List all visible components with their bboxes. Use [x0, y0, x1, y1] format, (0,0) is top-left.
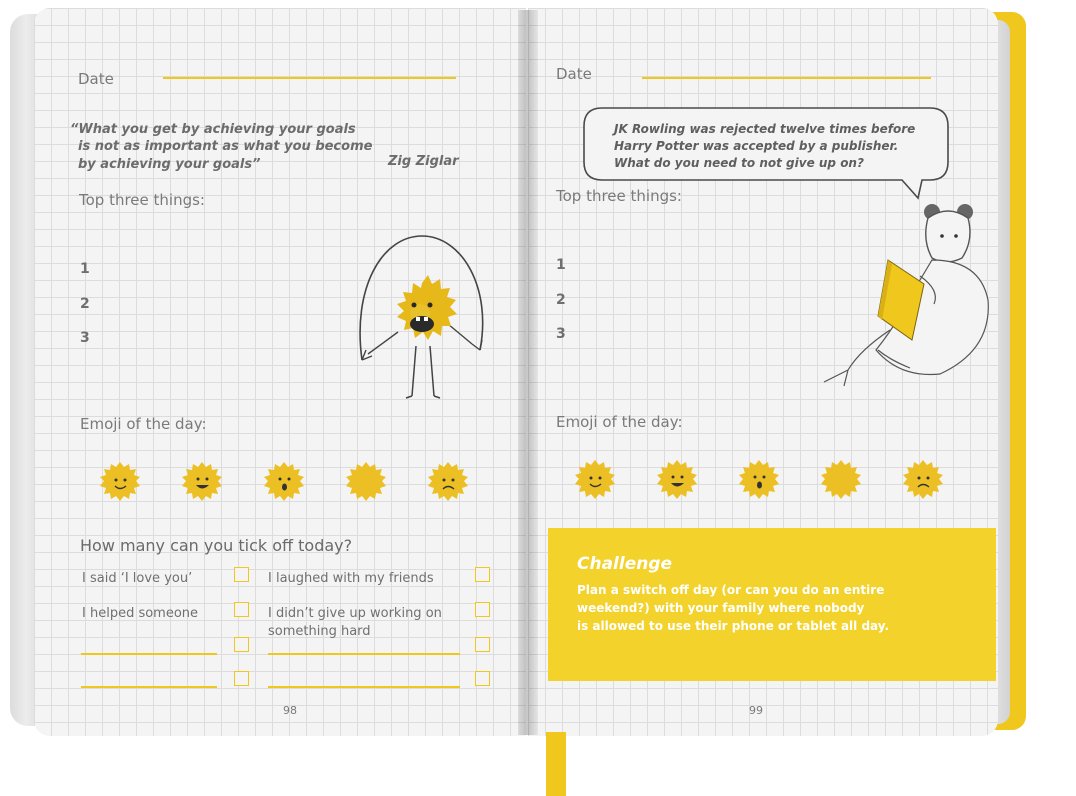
emoji-happy-icon[interactable]: [575, 460, 615, 499]
checkbox-custom-3[interactable]: [234, 671, 249, 686]
checkbox-custom-1[interactable]: [234, 637, 249, 652]
right-number-3: 3: [556, 326, 566, 342]
challenge-title: Challenge: [577, 554, 673, 574]
custom-line-1[interactable]: [81, 653, 217, 655]
right-top-three-label: Top three things:: [556, 187, 682, 205]
custom-line-2[interactable]: [268, 653, 460, 655]
emoji-surprised-icon[interactable]: [739, 460, 779, 499]
quote-line-1: “What you get by achieving your goals: [70, 122, 356, 137]
left-top-three-label: Top three things:: [79, 191, 205, 209]
challenge-line-3: is allowed to use their phone or tablet all day.: [577, 619, 890, 633]
emoji-sleepy-icon[interactable]: [821, 460, 861, 499]
emoji-grinning-icon[interactable]: [657, 460, 697, 499]
right-page-number: 99: [749, 704, 763, 717]
left-date-line[interactable]: [163, 77, 456, 79]
right-date-label: Date: [556, 65, 592, 83]
left-emoji-row: [100, 458, 470, 506]
left-number-2: 2: [80, 296, 90, 312]
left-number-1: 1: [80, 261, 90, 277]
speech-bubble-line-2: Harry Potter was accepted by a publisher.: [614, 139, 899, 153]
emoji-surprised-icon[interactable]: [264, 462, 304, 501]
quote-line-3: by achieving your goals”: [78, 157, 261, 172]
left-number-3: 3: [80, 330, 90, 346]
checkbox-custom-4[interactable]: [475, 671, 490, 686]
left-page-number: 98: [283, 704, 297, 717]
challenge-line-1: Plan a switch off day (or can you do an entire: [577, 583, 885, 597]
reading-bear-illustration: [820, 200, 1000, 390]
emoji-happy-icon[interactable]: [100, 462, 140, 501]
right-date-line[interactable]: [642, 77, 931, 79]
emoji-sleepy-icon[interactable]: [346, 462, 386, 501]
speech-bubble-line-1: JK Rowling was rejected twelve times before: [614, 122, 916, 136]
book-spine: [518, 10, 538, 735]
checkbox-helped[interactable]: [234, 602, 249, 617]
left-date-label: Date: [78, 70, 114, 88]
emoji-sad-icon[interactable]: [903, 460, 943, 499]
right-number-1: 1: [556, 257, 566, 273]
custom-line-4[interactable]: [268, 686, 460, 688]
quote-line-2: is not as important as what you become: [78, 139, 373, 154]
speech-bubble-line-3: What do you need to not give up on?: [614, 156, 864, 170]
checklist-item-love: I said ‘I love you’: [82, 571, 193, 586]
checkbox-custom-2[interactable]: [475, 637, 490, 652]
emoji-sad-icon[interactable]: [428, 462, 468, 501]
checklist-item-gave-up-2: something hard: [268, 624, 371, 639]
right-number-2: 2: [556, 292, 566, 308]
checklist-item-gave-up-1: I didn’t give up working on: [268, 606, 442, 621]
checkbox-gave-up[interactable]: [475, 602, 490, 617]
checklist-item-helped: I helped someone: [82, 606, 199, 621]
left-emoji-label: Emoji of the day:: [80, 415, 207, 433]
bookmark-ribbon[interactable]: [546, 732, 566, 796]
checkbox-love[interactable]: [234, 567, 249, 582]
jump-rope-monster-illustration: [352, 228, 492, 403]
emoji-grinning-icon[interactable]: [182, 462, 222, 501]
right-emoji-label: Emoji of the day:: [556, 413, 683, 431]
challenge-line-2: weekend?) with your family where nobody: [577, 601, 865, 615]
checklist-item-laughed: I laughed with my friends: [268, 571, 434, 586]
right-emoji-row: [575, 456, 945, 504]
checkbox-laughed[interactable]: [475, 567, 490, 582]
quote-author: Zig Ziglar: [388, 154, 459, 169]
custom-line-3[interactable]: [81, 686, 217, 688]
tick-off-title: How many can you tick off today?: [80, 536, 353, 555]
